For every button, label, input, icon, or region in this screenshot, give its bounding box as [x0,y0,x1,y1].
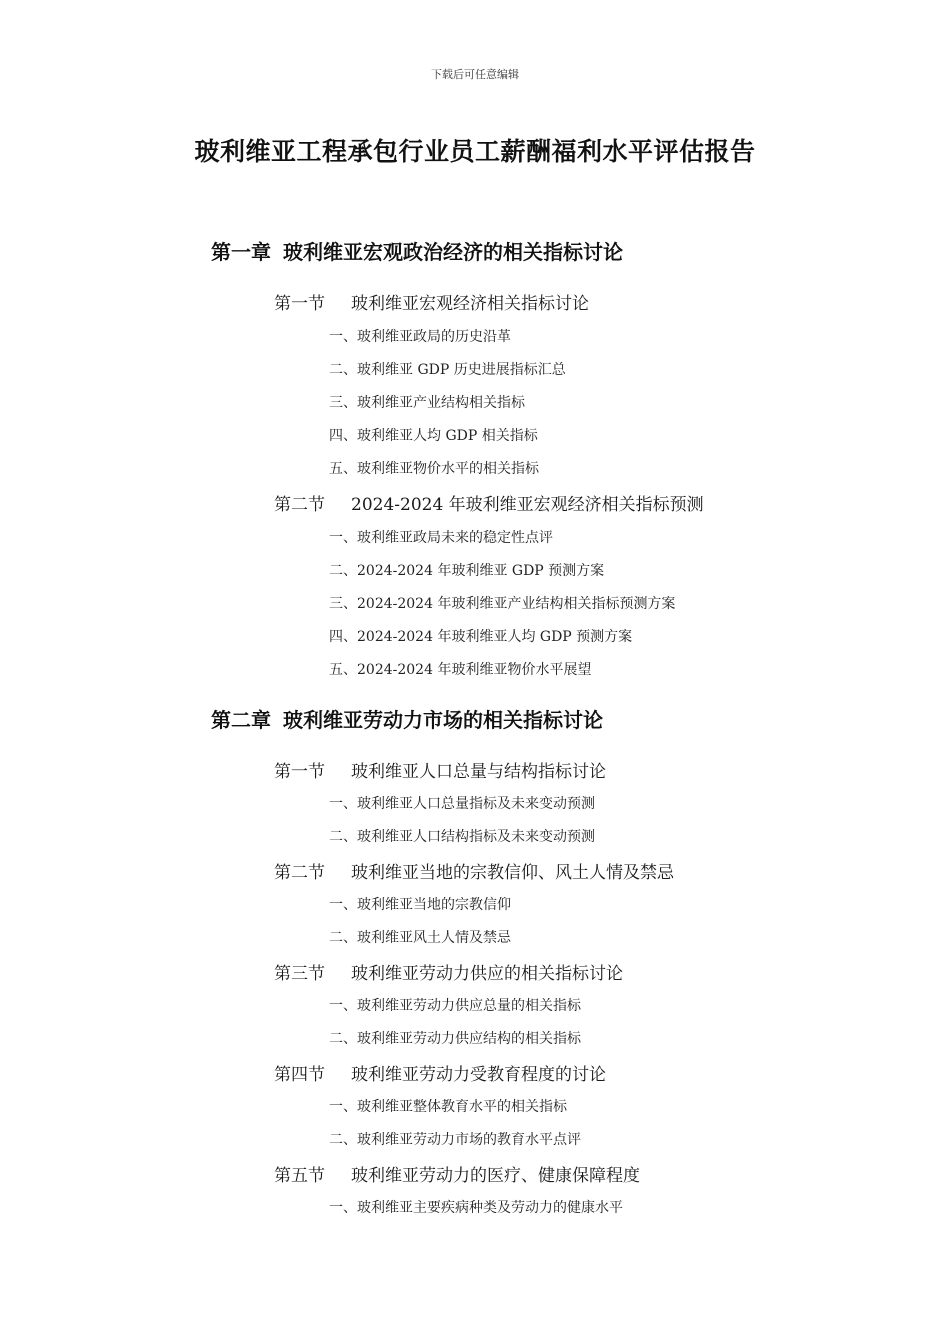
toc-item [329,927,511,947]
toc-section-number: 第二节 [274,495,325,515]
toc-item-text: 二、玻利维亚 GDP 历史进展指标汇总 [329,362,566,378]
header-note: 下载后可任意编辑 [431,68,519,81]
toc-chapter [211,236,623,265]
toc-item [329,1096,567,1116]
toc-section-text: 玻利维亚人口总量与结构指标讨论 [351,762,606,782]
toc-item-text: 二、玻利维亚人口结构指标及未来变动预测 [329,829,595,845]
toc-item-text: 一、玻利维亚整体教育水平的相关指标 [329,1099,567,1115]
toc-item [329,593,675,613]
toc-item-text: 一、玻利维亚劳动力供应总量的相关指标 [329,998,581,1014]
toc-section [274,490,704,515]
toc-item-text: 一、玻利维亚当地的宗教信仰 [329,897,511,913]
toc-item [329,995,581,1015]
toc-chapter [211,704,603,733]
toc-section-text: 玻利维亚劳动力供应的相关指标讨论 [351,964,623,984]
toc-section-text: 玻利维亚劳动力受教育程度的讨论 [351,1065,606,1085]
toc-chapter-number: 第一章 [211,240,271,264]
toc-section [274,289,589,314]
toc-item-text: 一、玻利维亚人口总量指标及未来变动预测 [329,796,595,812]
toc-section [274,1161,640,1186]
toc-item [329,1197,623,1217]
toc-item [329,527,553,547]
toc-item-text: 五、2024-2024 年玻利维亚物价水平展望 [329,662,592,678]
toc-chapter-number: 第二章 [211,708,271,732]
toc-item-text: 三、2024-2024 年玻利维亚产业结构相关指标预测方案 [329,596,676,612]
toc-section-text: 玻利维亚宏观经济相关指标讨论 [351,294,589,314]
toc-section-text: 玻利维亚当地的宗教信仰、风土人情及禁忌 [351,863,674,883]
toc-item [329,359,566,379]
toc-item [329,1129,581,1149]
toc-item-text: 二、玻利维亚劳动力供应结构的相关指标 [329,1031,581,1047]
toc-chapter-text: 玻利维亚劳动力市场的相关指标讨论 [283,708,603,732]
toc-section [274,757,606,782]
toc-item [329,659,591,679]
toc-item [329,1028,581,1048]
document-title: 玻利维亚工程承包行业员工薪酬福利水平评估报告 [194,137,756,166]
toc-item-text: 一、玻利维亚政局的历史沿革 [329,329,511,345]
toc-section [274,959,623,984]
toc-section-text: 2024-2024 年玻利维亚宏观经济相关指标预测 [351,495,704,515]
toc-item [329,392,525,412]
toc-section-number: 第一节 [274,294,325,314]
toc-section [274,1060,606,1085]
toc-item [329,560,604,580]
toc-section [274,858,674,883]
toc-section-number: 第二节 [274,863,325,883]
toc-item [329,894,511,914]
toc-section-number: 第一节 [274,762,325,782]
toc-item [329,826,595,846]
toc-item [329,458,539,478]
toc-section-number: 第五节 [274,1166,325,1186]
toc-item [329,326,511,346]
toc-section-number: 第三节 [274,964,325,984]
toc-item [329,626,632,646]
toc-item-text: 二、玻利维亚风土人情及禁忌 [329,930,511,946]
toc-section-number: 第四节 [274,1065,325,1085]
toc-item [329,793,595,813]
toc-item-text: 二、2024-2024 年玻利维亚 GDP 预测方案 [329,563,605,579]
toc-item-text: 五、玻利维亚物价水平的相关指标 [329,461,539,477]
toc-item-text: 一、玻利维亚主要疾病种类及劳动力的健康水平 [329,1200,623,1216]
toc-item-text: 四、2024-2024 年玻利维亚人均 GDP 预测方案 [329,629,633,645]
toc-item-text: 三、玻利维亚产业结构相关指标 [329,395,525,411]
toc-section-text: 玻利维亚劳动力的医疗、健康保障程度 [351,1166,640,1186]
toc-chapter-text: 玻利维亚宏观政治经济的相关指标讨论 [283,240,623,264]
toc-item-text: 二、玻利维亚劳动力市场的教育水平点评 [329,1132,581,1148]
toc-item-text: 一、玻利维亚政局未来的稳定性点评 [329,530,553,546]
toc-item-text: 四、玻利维亚人均 GDP 相关指标 [329,428,538,444]
toc-item [329,425,538,445]
